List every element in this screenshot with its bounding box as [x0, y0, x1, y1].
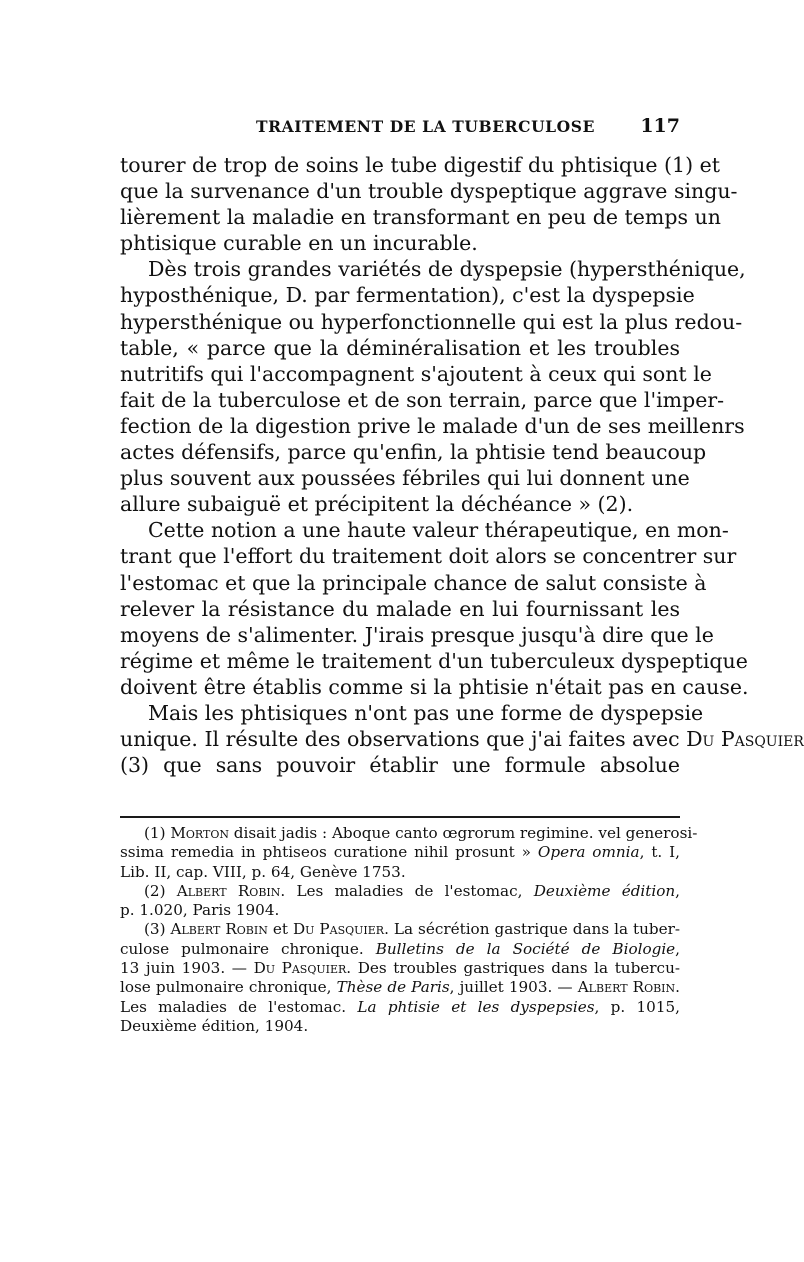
body-line: hyposthénique, D. par fermentation), c'est la dyspepsie: [120, 283, 695, 308]
footnote-text: culose pulmonaire chronique.: [120, 939, 376, 958]
footnote-line: Deuxième édition, 1904.: [120, 1016, 309, 1035]
footnote-text: ssima remedia in phtiseos curatione nihil prosunt »: [120, 843, 538, 862]
body-line: que la survenance d'un trouble dyspeptique aggrave singu-: [120, 179, 738, 204]
footnote-text: ,: [675, 939, 680, 958]
footnote-marker: (1): [144, 824, 171, 842]
author-name: Albert Robin: [170, 920, 268, 939]
running-head: [120, 117, 680, 141]
footnote-text: . La sécrétion gastrique dans la tuber-: [384, 920, 681, 939]
body-line: [120, 726, 804, 752]
footnote-line: [120, 843, 680, 862]
body-line: (3) que sans pouvoir établir une formule absolue: [120, 753, 680, 778]
body-line: plus souvent aux poussées fébriles qui lui donnent une: [120, 466, 690, 491]
body-line: l'estomac et que la principale chance de salut consiste à: [120, 570, 707, 595]
body-line: Cette notion a une haute valeur thérapeutique, en mon-: [148, 518, 729, 543]
footnote-text: disait jadis : Aboque canto œgrorum regimine. vel generosi-: [228, 824, 698, 842]
body-line-text: unique. Il résulte des observations que j'ai faites avec: [120, 727, 687, 752]
work-title: Thèse de Paris: [336, 978, 450, 997]
work-title: La phtisie et les dyspepsies: [357, 997, 595, 1016]
page-number: 117: [640, 115, 680, 137]
body-line: lièrement la maladie en transformant en peu de temps un: [120, 205, 721, 230]
footnote-text: . Les maladies de l'estomac,: [280, 881, 534, 900]
footnote-text: lose pulmonaire chronique,: [120, 978, 337, 997]
footnote-text: Les maladies de l'estomac.: [120, 997, 358, 1016]
body-line: moyens de s'alimenter. J'irais presque jusqu'à dire que le: [120, 622, 714, 647]
body-line: tourer de trop de soins le tube digestif du phtisique (1) et: [120, 153, 720, 177]
body-line: trant que l'effort du traitement doit alors se concentrer sur: [120, 544, 737, 569]
footnote-2: [120, 882, 680, 901]
body-line: Mais les phtisiques n'ont pas une forme de dyspepsie: [148, 700, 704, 725]
author-name: Du Pasquier: [253, 959, 347, 978]
footnote-line: Lib. II, cap. VIII, p. 64, Genève 1753.: [120, 862, 406, 881]
footnotes: [120, 824, 698, 1036]
footnote-line: p. 1.020, Paris 1904.: [120, 901, 280, 920]
footnote-3: [120, 920, 680, 939]
body-line: régime et même le traitement d'un tuberculeux dyspeptique: [120, 648, 748, 673]
body-line: allure subaiguë et précipitent la déchéance » (2).: [120, 492, 634, 517]
body-line: fait de la tuberculose et de son terrain, parce que l'imper-: [120, 387, 725, 412]
footnote-1: [120, 824, 698, 843]
footnote-line: [120, 940, 680, 959]
body-line: actes défensifs, parce qu'enfin, la phtisie tend beaucoup: [120, 440, 707, 465]
footnote-text: , p. 1015,: [594, 997, 680, 1016]
author-name: Du Pasquier: [686, 727, 804, 752]
footnote-text: . Des troubles gastriques dans la tubercu-: [346, 959, 680, 978]
footnote-text: ,: [675, 881, 680, 900]
body-line: phtisique curable en un incurable.: [120, 231, 478, 256]
work-title: Opera omnia: [537, 843, 640, 862]
author-name: Du Pasquier: [292, 920, 385, 939]
footnote-text: , juillet 1903. —: [449, 978, 578, 997]
body-line: relever la résistance du malade en lui fournissant les: [120, 596, 680, 621]
author-name: Morton: [170, 824, 229, 842]
body-line: table, « parce que la déminéralisation et les troubles: [120, 335, 680, 360]
footnote-line: [120, 998, 680, 1017]
body-line: fection de la digestion prive le malade d'un de ses meillenrs: [120, 413, 745, 438]
footnote-text: , t. I,: [639, 843, 681, 862]
footnote-line: [120, 978, 680, 997]
author-name: Albert Robin: [176, 881, 281, 900]
footnote-text: .: [675, 978, 680, 997]
work-title: Deuxième édition: [533, 881, 676, 900]
author-name: Albert Robin: [577, 978, 676, 997]
body-line: hypersthénique ou hyperfonctionnelle qui est la plus redou-: [120, 309, 743, 334]
footnote-rule: [120, 816, 680, 818]
body-line: Dès trois grandes variétés de dyspepsie (hypersthénique,: [148, 257, 746, 282]
body-text: [120, 152, 804, 778]
work-title: Bulletins de la Société de Biologie: [375, 939, 676, 958]
running-title: TRAITEMENT DE LA TUBERCULOSE: [256, 117, 595, 136]
footnote-text: et: [267, 920, 293, 939]
body-line: doivent être établis comme si la phtisie n'était pas en cause.: [120, 674, 749, 699]
footnote-marker: (3): [144, 920, 171, 939]
body-line: nutritifs qui l'accompagnent s'ajoutent à ceux qui sont le: [120, 361, 712, 386]
footnote-line: [120, 959, 680, 978]
footnote-marker: (2): [144, 881, 177, 900]
footnote-text: 13 juin 1903. —: [120, 959, 254, 978]
